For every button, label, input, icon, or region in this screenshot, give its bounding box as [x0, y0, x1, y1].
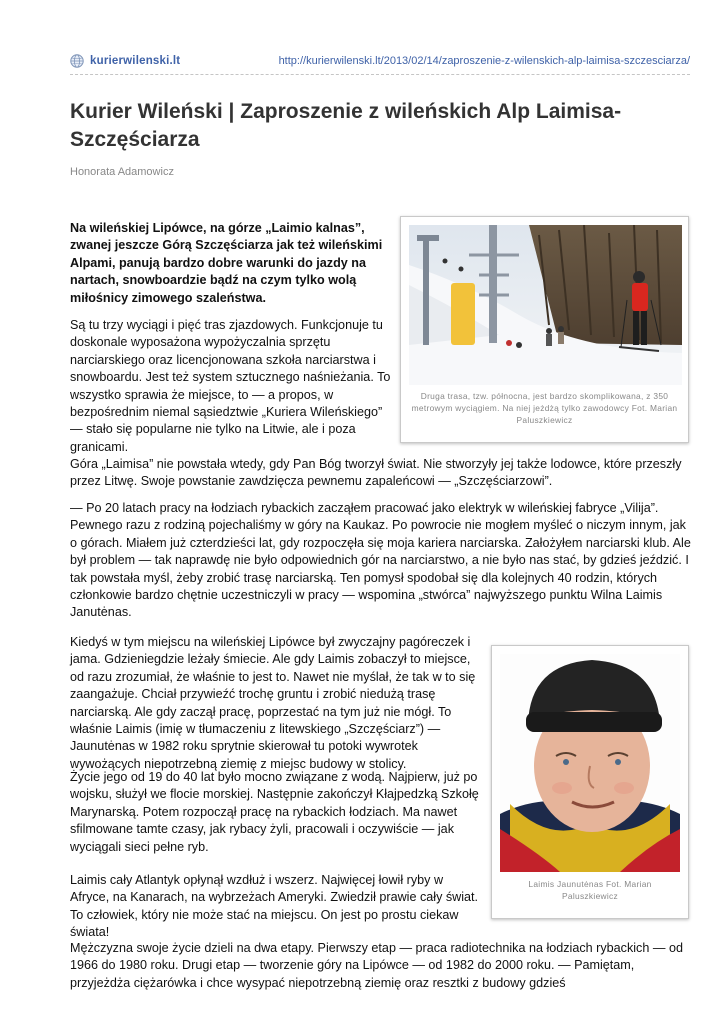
paragraph: Życie jego od 19 do 40 lat było mocno związane z wodą. Najpierw, już po wojsku, służył we flocie morskiej. Następnie zakończył Kłajpedzką Szkołę Marynarską. Potem rozpoczął pracę na rybackich łodziach. Ma nawet sfilmowane tamte czasy, jak rybacy żyli, pracowali i oczywiście — jak wyciągali sieci pełne ryb. [70, 770, 479, 854]
portrait-photo [500, 654, 680, 872]
site-name[interactable]: kurierwilenski.lt [90, 55, 181, 67]
paragraph: Góra „Laimisa” nie powstała wtedy, gdy Pan Bóg tworzył świat. Nie stworzyły jej także lodowce, które przeszły przez Litwę. Swoje powstanie zawdzięcza pewnemu zapaleńcowi — „Szczęściarzowi”. [70, 457, 682, 489]
paragraph: — Po 20 latach pracy na łodziach rybackich zacząłem pracować jako elektryk w wileńskiej fabryce „Vilija”. Pewnego razu z rodziną pojechaliśmy w góry na Kaukaz. Po powrocie nie mogłem myśleć o niczym innym, jak o górach. Miałem już czterdzieści lat, gdy rozpoczęła się moja kariera narciarska. Założyłem narciarski klub. Ale był problem — tak naprawdę nie było odpowiednich gór na narciarstwo, a nie było nas stać, by gdzieś jeździć. I tak powstała myśl, żeby zrobić trasę narciarską. Ten pomysł spodobał się dla kolejnych 40 rodzin, których członkowie bardzo chętnie uczestniczyli w pracy — wspomina „stwórca” najwyższego punktu Wilna Laimis Janutėnas. [70, 501, 691, 620]
figure-caption: Laimis Jaunutėnas Fot. Marian Paluszkiewicz [528, 879, 652, 901]
paragraph: Kiedyś w tym miejscu na wileńskiej Lipówce był zwyczajny pagóreczek i jama. Gdzieniegdzie leżały śmiecie. Ale gdy Laimis zobaczył to miejsce, od razu zrozumiał, że właśnie to jest to. Nawet nie myślał, że tak w to się zaangażuje. Chciał przywieźć trochę gruntu i zrobić niedużą trasę narciarską. Ale gdy zaczął pracę, poprzestać na tym już nie mógł. To właśnie Laimis (imię w tłumaczeniu z litewskiego „Szczęściarz”) — Jaunutėnas w 1982 roku sprytnie skierował tu potoki wywrotek wywożących niepotrzebną ziemię z miejsc budowy w stolicy. [70, 635, 476, 771]
article-author: Honorata Adamowicz [70, 166, 174, 178]
header-divider [70, 74, 690, 75]
page-header [70, 54, 690, 74]
paragraph: Laimis cały Atlantyk opłynął wzdłuż i wszerz. Najwięcej łowił ryby w Afryce, na Kanarach, na wybrzeżach Ameryki. Zwiedził prawie cały świat. To człowiek, który nie może stać na miejscu. On jest po prostu ciekaw świata! [70, 873, 479, 940]
page-url[interactable]: http://kurierwilenski.lt/2013/02/14/zaproszenie-z-wilenskich-alp-laimisa-szczesciarza/ [278, 55, 690, 67]
article-lead: Na wileńskiej Lipówce, na górze „Laimio kalnas”, zwanej jeszcze Górą Szczęściarza jak też wileńskimi Alpami, panują bardzo dobre warunki do jazdy na nartach, snowboardzie bądź na czym tylko wolą miłośnicy zimowego szaleństwa. [70, 221, 383, 305]
ski-slope-photo [409, 225, 682, 385]
portrait-figure [491, 645, 689, 919]
globe-icon [70, 54, 84, 68]
article-title: Kurier Wileński | Zaproszenie z wileńskich Alp Laimisa-Szczęściarza [70, 100, 622, 151]
figure-caption: Druga trasa, tzw. północna, jest bardzo skomplikowana, z 350 metrowym wyciągiem. Na niej jeżdżą tylko zawodowcy Fot. Marian Paluszkiewicz [411, 391, 678, 425]
site-link[interactable] [70, 54, 180, 68]
paragraph: Są tu trzy wyciągi i pięć tras zjazdowych. Funkcjonuje tu doskonale wyposażona wypożyczalnia sprzętu narciarskiego oraz licencjonowana szkoła narciarstwa i snowboardu. Jest też system sztucznego naśnieżania. To wszystko sprawia że miejsce, to — a propos, w bezpośrednim niemal sąsiedztwie „Kuriera Wileńskiego” — stało się popularne nie tylko na Litwie, ale i poza granicami. [70, 318, 391, 454]
ski-slope-figure [400, 216, 689, 443]
paragraph: Mężczyzna swoje życie dzieli na dwa etapy. Pierwszy etap — praca radiotechnika na łodziach rybackich — od 1966 do 1980 roku. Drugi etap — tworzenie góry na Lipówce — od 1982 do 2000 roku. — Pamiętam, przyjeżdża ciężarówka i chce wysypać niepotrzebną ziemię oraz resztki z budowy gdzieś [70, 941, 683, 990]
